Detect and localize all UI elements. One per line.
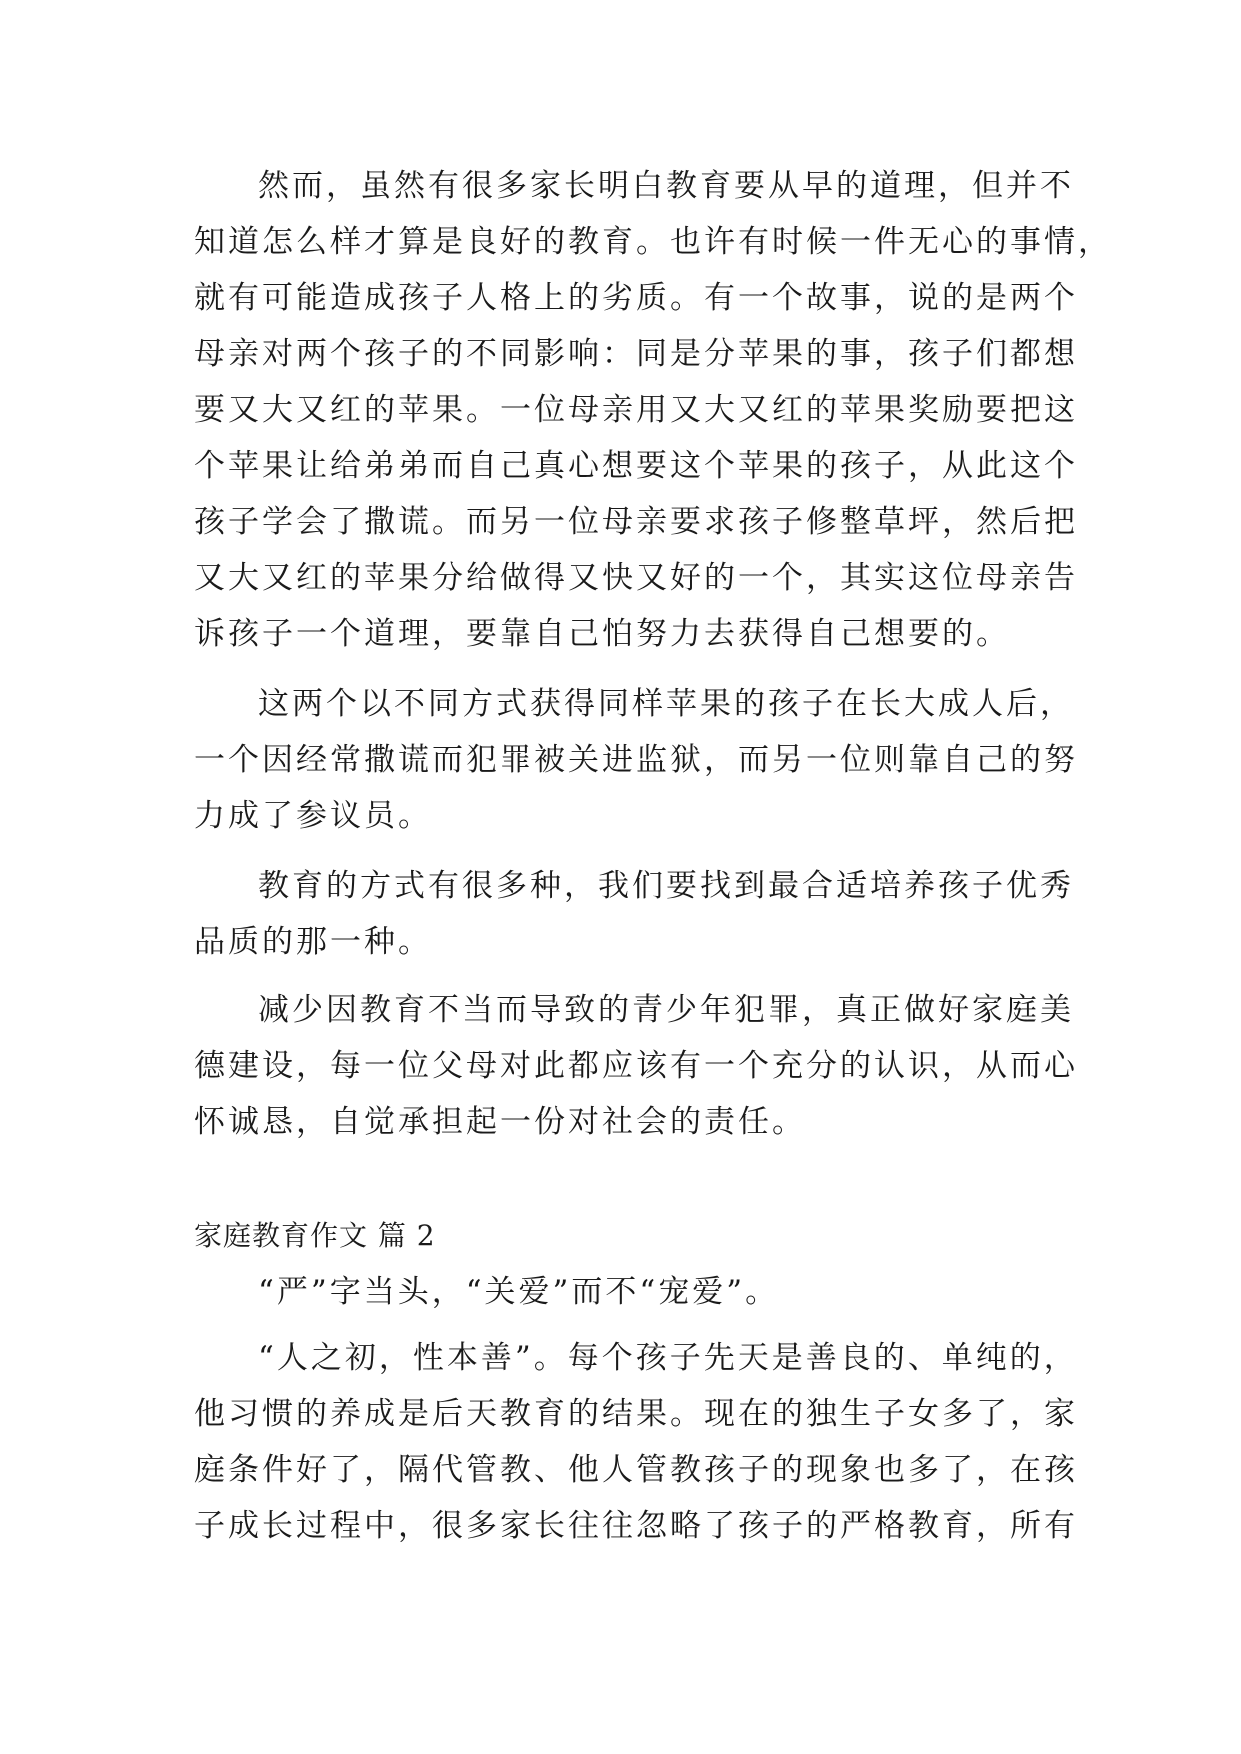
paragraph-line: 他习惯的养成是后天教育的结果。现在的独生子女多了，家 (194, 1396, 1078, 1432)
paragraph-line: 个苹果让给弟弟而自己真心想要这个苹果的孩子，从此这个 (194, 448, 1078, 484)
paragraph-line: “严”字当头，“关爱”而不“宠爱”。 (258, 1274, 780, 1310)
paragraph-line: 又大又红的苹果分给做得又快又好的一个，其实这位母亲告 (194, 560, 1078, 596)
paragraph-line: 减少因教育不当而导致的青少年犯罪，真正做好家庭美 (258, 992, 1074, 1028)
paragraph-line: 怀诚恳，自觉承担起一份对社会的责任。 (194, 1104, 806, 1140)
paragraph-line: 诉孩子一个道理，要靠自己怕努力去获得自己想要的。 (194, 616, 1010, 652)
paragraph-line: “人之初，性本善”。每个孩子先天是善良的、单纯的， (258, 1340, 1078, 1376)
paragraph-line: 子成长过程中，很多家长往往忽略了孩子的严格教育，所有 (194, 1508, 1078, 1544)
paragraph-line: 母亲对两个孩子的不同影响：同是分苹果的事，孩子们都想 (194, 336, 1078, 372)
paragraph-line: 然而，虽然有很多家长明白教育要从早的道理，但并不 (258, 168, 1074, 204)
paragraph-line: 德建设，每一位父母对此都应该有一个充分的认识，从而心 (194, 1048, 1078, 1084)
paragraph-line: 力成了参议员。 (194, 798, 432, 834)
paragraph-line: 庭条件好了，隔代管教、他人管教孩子的现象也多了，在孩 (194, 1452, 1078, 1488)
section-heading: 家庭教育作文 篇 2 (194, 1219, 436, 1252)
paragraph-line: 教育的方式有很多种，我们要找到最合适培养孩子优秀 (258, 868, 1074, 904)
paragraph-line: 这两个以不同方式获得同样苹果的孩子在长大成人后， (258, 686, 1074, 722)
paragraph-line: 品质的那一种。 (194, 924, 432, 960)
paragraph-line: 要又大又红的苹果。一位母亲用又大又红的苹果奖励要把这 (194, 392, 1078, 428)
paragraph-line: 就有可能造成孩子人格上的劣质。有一个故事，说的是两个 (194, 280, 1078, 316)
paragraph-line: 孩子学会了撒谎。而另一位母亲要求孩子修整草坪，然后把 (194, 504, 1078, 540)
paragraph-line: 知道怎么样才算是良好的教育。也许有时候一件无心的事情， (194, 224, 1112, 260)
paragraph-line: 一个因经常撒谎而犯罪被关进监狱，而另一位则靠自己的努 (194, 742, 1078, 778)
